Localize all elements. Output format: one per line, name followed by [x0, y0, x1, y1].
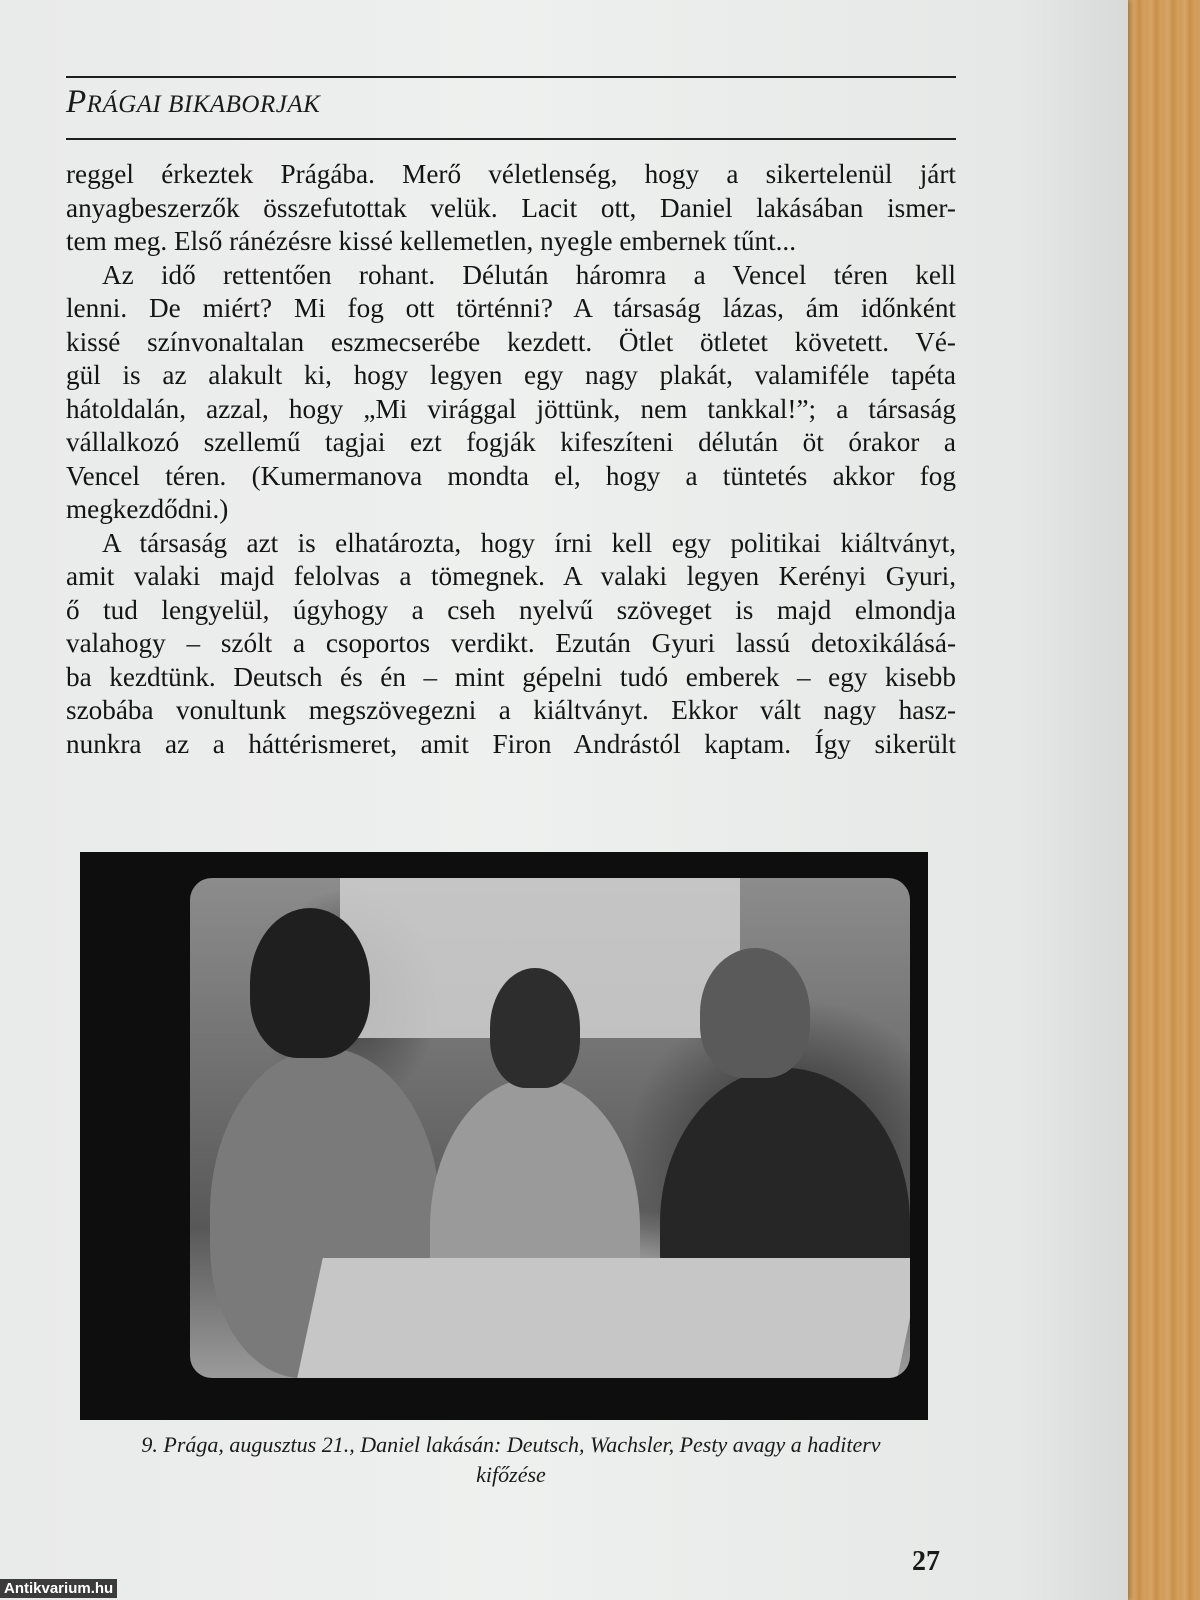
photo-caption	[66, 1430, 956, 1490]
text-line: ba kezdtünk. Deutsch és én – mint gépelni tudó emberek – egy kisebb	[66, 661, 956, 692]
photograph	[190, 878, 910, 1378]
photo-head-left	[250, 908, 370, 1058]
photo-head-middle	[490, 968, 580, 1088]
text-line: reggel érkeztek Prágába. Merő véletlenség, hogy a sikertelenül járt	[66, 159, 956, 189]
text-line: ő tud lengyelül, úgyhogy a cseh nyelvű szöveget is majd elmondja	[66, 594, 956, 625]
caption-line-1: 9. Prága, augusztus 21., Daniel lakásán: Deutsch, Wachsler, Pesty avagy a haditerv	[141, 1432, 881, 1457]
text-line: valahogy – szólt a csoportos verdikt. Ezután Gyuri lassú detoxikálásá-	[66, 628, 956, 658]
photo-table-papers	[297, 1258, 910, 1378]
header-rule-top	[66, 76, 956, 78]
text-line: tem meg. Első ránézésre kissé kellemetlen, nyegle embernek tűnt...	[66, 226, 797, 256]
text-line: szobába vonultunk megszövegezni a kiáltványt. Ekkor vált nagy hasz-	[66, 695, 956, 725]
header-rule-bottom	[66, 138, 956, 140]
running-head-rest: RÁGAI BIKABORJAK	[86, 91, 321, 118]
text-line: hátoldalán, azzal, hogy „Mi virággal jöttünk, nem tankkal!”; a társaság	[66, 393, 956, 424]
caption-line-2: kifőzése	[476, 1462, 546, 1487]
text-line: anyagbeszerzők összefutottak velük. Lacit ott, Daniel lakásában ismer-	[66, 192, 956, 223]
running-head	[66, 84, 320, 121]
photo-head-right	[700, 948, 810, 1078]
body-text	[66, 158, 956, 761]
text-line: Vencel téren. (Kumermanova mondta el, hogy a tüntetés akkor fog	[66, 460, 956, 491]
text-line: Az idő rettentően rohant. Délután háromra a Vencel téren kell	[102, 259, 956, 290]
text-line: nunkra az a háttérismeret, amit Firon Andrástól kaptam. Így sikerült	[66, 728, 956, 759]
text-line: megkezdődni.)	[66, 494, 229, 524]
photo-frame	[80, 852, 928, 1420]
page-number: 27	[912, 1546, 940, 1577]
text-line: gül is az alakult ki, hogy legyen egy nagy plakát, valamiféle tapéta	[66, 360, 956, 390]
text-line: lenni. De miért? Mi fog ott történni? A társaság lázas, ám időnként	[66, 293, 956, 323]
wooden-background	[1128, 0, 1200, 1600]
text-line: amit valaki majd felolvas a tömegnek. A valaki legyen Kerényi Gyuri,	[66, 561, 956, 591]
text-line: kissé színvonaltalan eszmecserébe kezdett. Ötlet ötletet követett. Vé-	[66, 326, 956, 357]
running-head-initial: P	[66, 84, 87, 120]
watermark: Antikvarium.hu	[0, 1579, 117, 1598]
text-line: vállalkozó szellemű tagjai ezt fogják kifeszíteni délután öt órakor a	[66, 427, 956, 457]
text-line: A társaság azt is elhatározta, hogy írni kell egy politikai kiáltványt,	[102, 527, 956, 558]
